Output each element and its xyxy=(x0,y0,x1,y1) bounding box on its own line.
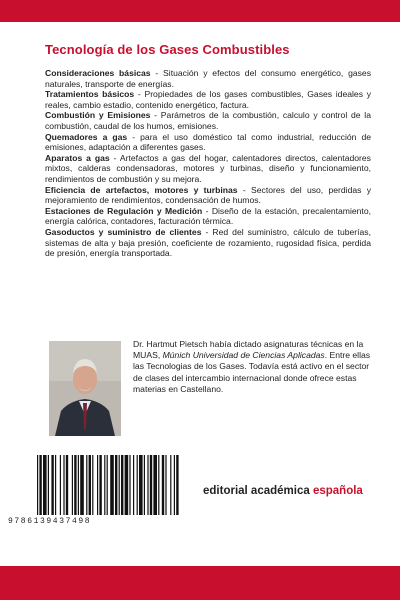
barcode-bar xyxy=(107,455,108,515)
barcode-bar xyxy=(176,455,178,515)
topic-text: - Diseño de la estación, precalentamiento, energía calórica, contadores, facturación térmica. xyxy=(45,205,371,227)
barcode-bar xyxy=(139,455,143,515)
barcode-bar xyxy=(158,455,159,515)
barcode-bar xyxy=(43,455,47,515)
top-color-band xyxy=(0,0,400,22)
barcode-bar xyxy=(89,455,91,515)
publisher-name-accent: española xyxy=(312,485,363,497)
barcode-bar xyxy=(39,455,41,515)
barcode-bar xyxy=(153,455,157,515)
barcode-bar xyxy=(37,455,38,515)
barcode-bar xyxy=(63,455,64,515)
topic-head: Gasoductos y suministro de clientes xyxy=(45,226,202,237)
topic-text: - Situación y efectos del consumo energético, gases naturales, transporte de energías. xyxy=(45,68,371,89)
topic-item xyxy=(45,110,371,131)
author-bio-text-cont: . Entre ellas las Tecnologias de los Gases. Todavía está activo en el sector de clases del intercambio internacional donde ofrece estas materias en Castellano. xyxy=(133,350,371,394)
topic-head: Tratamientos básicos xyxy=(45,89,135,100)
barcode-bar xyxy=(55,455,56,515)
author-bio xyxy=(133,339,373,395)
topic-text: - Parámetros de la combustión, calculo y control de la combustión, caudal de los humos, emisiones. xyxy=(45,110,371,131)
topic-head: Combustión y Emisiones xyxy=(45,110,151,121)
barcode-bar xyxy=(174,455,175,515)
isbn-number: 9786139437498 xyxy=(8,517,92,526)
barcode-bar xyxy=(115,455,117,515)
barcode-bar xyxy=(51,455,53,515)
barcode-bar xyxy=(150,455,152,515)
topic-head: Eficiencia de artefactos, motores y turbinas xyxy=(45,184,238,195)
barcode-bar xyxy=(60,455,61,515)
barcode-bar xyxy=(165,455,166,515)
book-title: Tecnología de los Gases Combustibles xyxy=(45,42,290,57)
barcode-bar xyxy=(99,455,101,515)
barcode-bar xyxy=(137,455,138,515)
author-portrait-image xyxy=(49,341,121,436)
barcode-bar xyxy=(147,455,148,515)
topic-item xyxy=(45,68,371,89)
barcode-bar xyxy=(104,455,105,515)
topic-item xyxy=(45,227,371,259)
topic-item xyxy=(45,89,371,110)
topics-list xyxy=(45,68,371,259)
topic-text: - Red del suministro, cálculo de tuberías, sistemas de alta y baja presión, coeficiente de rozamiento, rugosidad física, perdida de presión, energía transportada. xyxy=(45,226,371,259)
barcode-bar xyxy=(170,455,171,515)
barcode-bar xyxy=(48,455,49,515)
publisher-name: editorial académica xyxy=(203,485,313,497)
author-photo xyxy=(49,341,121,436)
publisher-logo xyxy=(203,485,363,497)
barcode-bar xyxy=(66,455,68,515)
topic-text: - para el uso doméstico tal como industrial, reducción de emisiones, adaptación a diferentes gases. xyxy=(45,131,372,153)
author-bio-text: Dr. Hartmut Pietsch había dictado asignaturas técnicas en la MUAS, xyxy=(133,339,364,361)
barcode-bar xyxy=(125,455,129,515)
barcode-bar xyxy=(121,455,123,515)
barcode-bar xyxy=(144,455,145,515)
topic-item xyxy=(45,132,371,153)
topic-item xyxy=(45,185,371,206)
topic-text: - Sectores del uso, perdidas y mejoramiento de rendimientos, condensación de humos. xyxy=(45,184,372,206)
barcode-bar xyxy=(119,455,120,515)
topic-head: Quemadores a gas xyxy=(45,131,128,142)
barcode-bars xyxy=(33,455,185,517)
university-name: Múnich Universidad de Ciencias Aplicadas xyxy=(162,350,325,361)
topic-item xyxy=(45,206,371,227)
barcode-bar xyxy=(162,455,164,515)
barcode-bar xyxy=(129,455,130,515)
bottom-color-band xyxy=(0,566,400,600)
topic-text: - Propiedades de los gases combustibles, Gases ideales y reales, cambio estadio, contenido energético, factura. xyxy=(45,89,371,110)
barcode-bar xyxy=(80,455,84,515)
barcode-bar xyxy=(74,455,76,515)
barcode-bar xyxy=(72,455,73,515)
topic-item xyxy=(45,153,371,185)
barcode-bar xyxy=(97,455,98,515)
topic-head: Aparatos a gas xyxy=(45,152,110,163)
topic-text: - Artefactos a gas del hogar, calentadores directos, calentadores mixtos, calderas condensadoras, motores y turbinas, diseño y funcionamiento, rendimientos de combustión y su mejora. xyxy=(45,152,371,184)
barcode-bar xyxy=(78,455,79,515)
topic-head: Estaciones de Regulación y Medición xyxy=(45,205,203,216)
topic-head: Consideraciones básicas xyxy=(45,68,151,78)
barcode-bar xyxy=(86,455,87,515)
barcode-bar xyxy=(110,455,114,515)
barcode-bar xyxy=(92,455,93,515)
barcode-bar xyxy=(133,455,134,515)
